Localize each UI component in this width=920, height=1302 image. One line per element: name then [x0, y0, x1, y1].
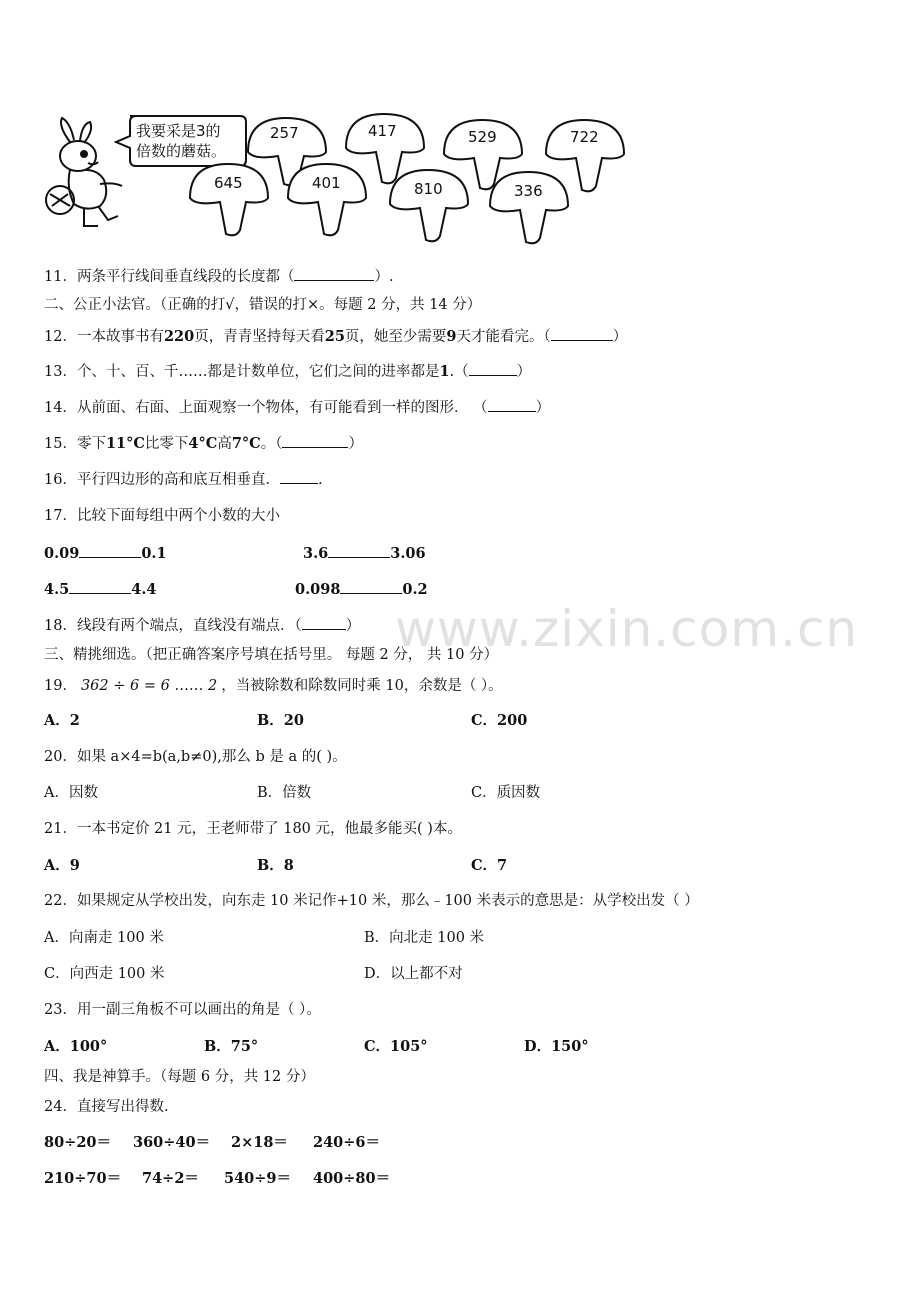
section-4-heading: 四、我是神算手。（每题 6 分，共 12 分） — [44, 1069, 315, 1085]
section-2-heading: 二、公正小法官。（正确的打√，错误的打×。每题 2 分，共 14 分） — [44, 297, 482, 313]
option-c[interactable]: C．向西走 100 米 — [44, 966, 165, 982]
option-c[interactable]: C．200 — [471, 712, 528, 729]
option-c[interactable]: C．质因数 — [471, 785, 541, 801]
compare-pair-4: 0.098 0.2 — [295, 581, 428, 598]
calc-item: 2×18＝ — [231, 1134, 288, 1151]
question-23: 23．用一副三角板不可以画出的角是（ ）。 — [44, 1002, 321, 1018]
answer-blank[interactable] — [328, 543, 390, 558]
option-b[interactable]: B．倍数 — [257, 785, 312, 801]
answer-blank[interactable] — [280, 469, 318, 484]
answer-blank[interactable] — [282, 433, 348, 448]
option-d[interactable]: D．150° — [524, 1038, 589, 1055]
mushroom-label-3: 529 — [468, 128, 497, 146]
question-14: 14．从前面、右面、上面观察一个物体，有可能看到一样的图形． （ ） — [44, 397, 550, 418]
calc-item: 210÷70＝ — [44, 1170, 122, 1187]
option-a[interactable]: A．2 — [44, 712, 80, 729]
speech-line-1: 我要采是3的 — [136, 122, 221, 140]
answer-blank[interactable] — [340, 579, 402, 594]
calc-item: 240÷6＝ — [313, 1134, 381, 1151]
calc-item: 400÷80＝ — [313, 1170, 391, 1187]
compare-pair-3: 4.5 4.4 — [44, 581, 157, 598]
option-a[interactable]: A．向南走 100 米 — [44, 930, 164, 946]
question-12: 12．一本故事书有220页，青青坚持每天看25页，她至少需要9天才能看完。（ ） — [44, 328, 628, 345]
option-d[interactable]: D．以上都不对 — [364, 966, 463, 982]
mushroom-label-4: 722 — [570, 128, 599, 146]
mushroom-label-7: 810 — [414, 180, 443, 198]
compare-pair-1: 0.09 0.1 — [44, 545, 167, 562]
mushroom-label-1: 257 — [270, 124, 299, 142]
option-a[interactable]: A．100° — [44, 1038, 108, 1055]
rabbit-icon — [46, 118, 122, 226]
answer-blank[interactable] — [69, 579, 131, 594]
mushroom-label-5: 645 — [214, 174, 243, 192]
option-b[interactable]: B．8 — [257, 857, 294, 874]
mushroom-icon — [190, 114, 624, 243]
answer-blank[interactable] — [469, 361, 517, 376]
question-13: 13．个、十、百、千……都是计数单位，它们之间的进率都是1.（ ） — [44, 363, 532, 380]
mushroom-label-8: 336 — [514, 182, 543, 200]
calc-item: 80÷20＝ — [44, 1134, 112, 1151]
question-19: 19． 362 ÷ 6 = 6 …… 2 ，当被除数和除数同时乘 10，余数是（ ）。 — [44, 678, 503, 694]
calc-item: 540÷9＝ — [224, 1170, 292, 1187]
answer-blank[interactable] — [302, 615, 346, 630]
calc-item: 360÷40＝ — [133, 1134, 211, 1151]
question-22: 22．如果规定从学校出发，向东走 10 米记作+10 米，那么﹣100 米表示的意思是：从学校出发（ ） — [44, 893, 699, 909]
option-b[interactable]: B．75° — [204, 1038, 259, 1055]
question-11: 11．两条平行线间垂直线段的长度都（ ）. — [44, 266, 394, 287]
answer-blank[interactable] — [488, 397, 536, 412]
option-a[interactable]: A．9 — [44, 857, 80, 874]
question-18: 18．线段有两个端点，直线没有端点．（ ） — [44, 615, 360, 636]
question-15: 15．零下11°C比零下4°C高7°C。（ ） — [44, 435, 363, 452]
answer-blank[interactable] — [79, 543, 141, 558]
option-a[interactable]: A．因数 — [44, 785, 98, 801]
watermark: www.zixin.com.cn — [395, 600, 859, 658]
option-b[interactable]: B．向北走 100 米 — [364, 930, 485, 946]
question-20: 20．如果 a×4=b(a,b≠0),那么 b 是 a 的( )。 — [44, 749, 347, 765]
compare-pair-2: 3.6 3.06 — [303, 545, 426, 562]
option-b[interactable]: B．20 — [257, 712, 304, 729]
mushroom-label-6: 401 — [312, 174, 341, 192]
option-c[interactable]: C．105° — [364, 1038, 428, 1055]
question-17: 17．比较下面每组中两个小数的大小 — [44, 508, 280, 524]
rabbit-mushroom-illustration — [40, 108, 640, 248]
section-3-heading: 三、精挑细选。（把正确答案序号填在括号里。 每题 2 分， 共 10 分） — [44, 647, 499, 663]
question-21: 21．一本书定价 21 元，王老师带了 180 元，他最多能买( )本。 — [44, 821, 462, 837]
answer-blank[interactable] — [551, 326, 613, 341]
mushroom-label-2: 417 — [368, 122, 397, 140]
question-16: 16．平行四边形的高和底互相垂直． . — [44, 469, 323, 490]
speech-line-2: 倍数的蘑菇。 — [136, 142, 227, 160]
answer-blank[interactable] — [294, 266, 374, 281]
question-24: 24．直接写出得数. — [44, 1099, 169, 1115]
calc-item: 74÷2＝ — [142, 1170, 199, 1187]
option-c[interactable]: C．7 — [471, 857, 508, 874]
